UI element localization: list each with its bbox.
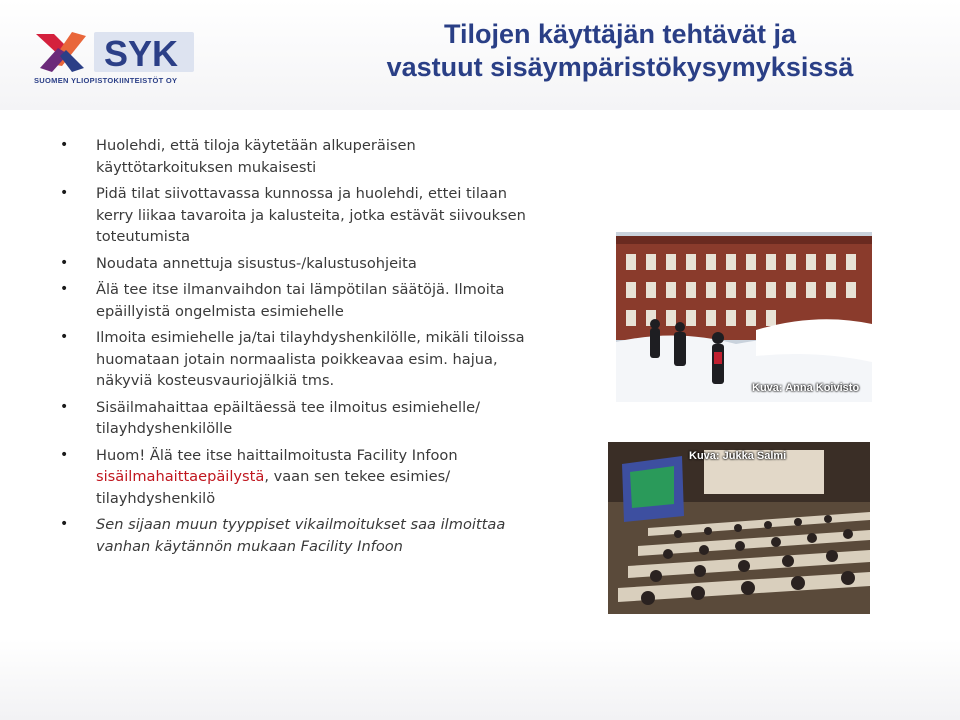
list-item: • Noudata annettuja sisustus-/kalustusohjeita [60, 253, 600, 275]
photo-credit-2: Kuva: Jukka Salmi [689, 450, 787, 462]
highlight-text: sisäilmahaittaepäilystä [96, 468, 265, 485]
syk-logo-mark-icon [32, 28, 202, 76]
lecture-hall-photo [608, 442, 870, 614]
list-item: • Pidä tilat siivottavassa kunnossa ja huolehdi, ettei tilaan kerry liikaa tavaroita ja kalusteita, jotka estävät siivouksen toteutumista [60, 183, 536, 248]
list-item: • Huolehdi, että tiloja käytetään alkuperäisen käyttötarkoituksen mukaisesti [60, 135, 426, 178]
photo-credit-1: Kuva: Anna Koivisto [752, 382, 860, 394]
syk-logo [32, 28, 202, 88]
title-line-1: Tilojen käyttäjän tehtävät ja [443, 19, 797, 49]
list-item-text: Huom! Älä tee itse haittailmoitusta Facility Infoon [96, 446, 458, 464]
footer-shade [0, 640, 960, 720]
logo-tagline: SUOMEN YLIOPISTOKIINTEISTÖT OY [34, 76, 178, 85]
bullet-list [60, 135, 600, 562]
list-item [60, 445, 496, 510]
list-item: • Sen sijaan muun tyyppiset vikailmoitukset saa ilmoittaa vanhan käytännön mukaan Facility Infoon [60, 514, 536, 557]
list-item: • Ilmoita esimiehelle ja/tai tilayhdyshenkilölle, mikäli tiloissa huomataan jotain normaalista poikkeavaa esim. hajua, näkyviä kosteusvauriojälkiä tms. [60, 327, 546, 392]
list-item: • Sisäilmahaittaa epäiltäessä tee ilmoitus esimiehelle/ tilayhdyshenkilölle [60, 397, 516, 440]
page-title [330, 18, 910, 84]
title-line-2: vastuut sisäympäristökysymyksissä [386, 52, 854, 82]
list-item-text: , vaan sen tekee esimies/ tilayhdyshenkilö [96, 468, 451, 507]
list-item: • Älä tee itse ilmanvaihdon tai lämpötilan säätöjä. Ilmoita epäillyistä ongelmista esimiehelle [60, 279, 556, 322]
campus-winter-photo [616, 232, 872, 402]
logo-wordmark: SYK [104, 33, 179, 74]
